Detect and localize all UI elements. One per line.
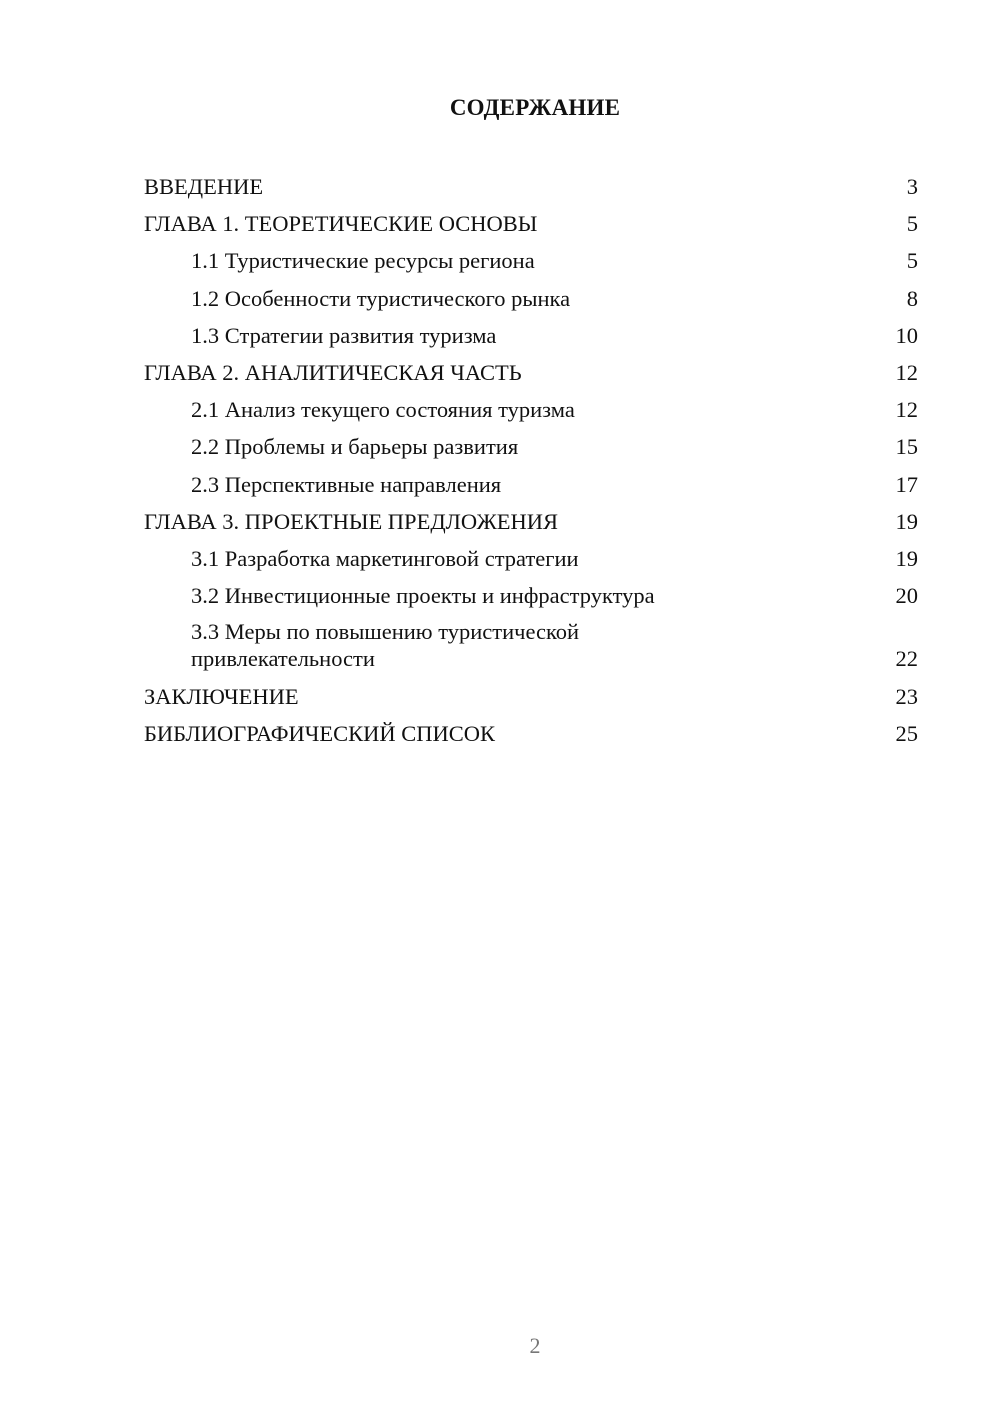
toc-entry-section-3-2[interactable] [144,577,918,614]
toc-entry-section-2-1[interactable] [144,391,918,428]
toc-entry-page: 5 [906,211,918,237]
page-title: СОДЕРЖАНИЕ [449,95,621,120]
toc-entry-page: 15 [895,434,918,460]
toc-entry-page: 20 [895,583,918,609]
toc-entry-introduction[interactable] [144,168,918,205]
toc-entry-page: 12 [895,359,918,385]
toc-entry-chapter-1[interactable] [144,205,918,242]
toc-entry-bibliography[interactable] [144,715,918,752]
toc-entry-label: ЗАКЛЮЧЕНИЕ [144,684,299,710]
toc-entry-page: 19 [895,545,918,571]
toc-entry-page: 17 [895,471,918,497]
toc-entry-label: 1.2 Особенности туристического рынка [191,285,571,311]
toc-entry-label: ГЛАВА 2. АНАЛИТИЧЕСКАЯ ЧАСТЬ [144,359,522,385]
toc-entry-conclusion[interactable] [144,678,918,715]
toc-entry-page: 10 [895,322,918,348]
toc-entry-section-1-1[interactable] [144,242,918,279]
toc-entry-label: ВВЕДЕНИЕ [144,174,264,199]
toc-entry-section-3-1[interactable] [144,540,918,577]
toc-entry-label: ГЛАВА 1. ТЕОРЕТИЧЕСКИЕ ОСНОВЫ [144,211,538,237]
toc-entry-page: 19 [895,508,918,534]
toc-entry-page: 25 [895,721,918,747]
toc-entry-label: 2.3 Перспективные направления [191,471,502,497]
toc-entry-label: 1.3 Стратегии развития туризма [191,322,497,348]
table-of-contents [144,168,918,753]
toc-entry-section-1-3[interactable] [144,317,918,354]
toc-entry-label: БИБЛИОГРАФИЧЕСКИЙ СПИСОК [144,721,496,747]
toc-entry-label: 3.2 Инвестиционные проекты и инфраструктура [191,583,655,609]
toc-entry-label: ГЛАВА 3. ПРОЕКТНЫЕ ПРЕДЛОЖЕНИЯ [144,508,559,534]
toc-entry-section-1-2[interactable] [144,280,918,317]
toc-entry-label: 3.1 Разработка маркетинговой стратегии [191,545,579,571]
toc-entry-page: 8 [906,285,918,311]
toc-entry-chapter-2[interactable] [144,354,918,391]
page-number: 2 [529,1333,541,1358]
toc-entry-section-2-2[interactable] [144,428,918,465]
toc-entry-page: 12 [895,397,918,423]
toc-entry-page: 3 [906,174,918,199]
toc-entry-page: 22 [895,646,918,672]
toc-entry-label: 1.1 Туристические ресурсы региона [191,248,535,274]
toc-entry-page: 5 [906,248,918,274]
toc-entry-section-2-3[interactable] [144,466,918,503]
toc-entry-label: 3.3 Меры по повышению туристической привлекательности [191,619,580,672]
toc-entry-section-3-3[interactable] [144,614,918,678]
toc-entry-label: 2.1 Анализ текущего состояния туризма [191,397,575,423]
toc-entry-chapter-3[interactable] [144,503,918,540]
toc-entry-page: 23 [895,684,918,710]
toc-entry-label: 2.2 Проблемы и барьеры развития [191,434,519,460]
